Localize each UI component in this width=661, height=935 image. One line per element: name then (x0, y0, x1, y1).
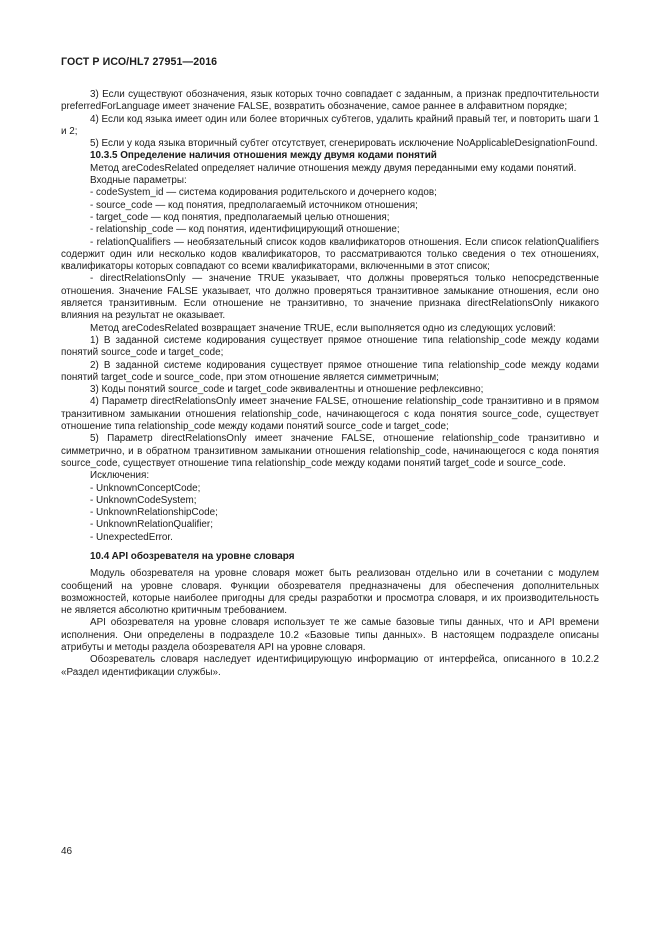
condition-item: 2) В заданной системе кодирования существует прямое отношение типа relationship_code между кодами понятий target_code и source_code, при этом отношение является симметричным; (61, 359, 599, 383)
exception-item: - UnknownRelationshipCode; (90, 507, 218, 519)
paragraph: Модуль обозревателя на уровне словаря может быть реализован отдельно или в сочетании с модулем сообщений на уровне словаря. Функции обозревателя предназначены для обеспечения дополнительных возможностей, которые наиболее пригодны для среды разработки и просмотра словаря, и их производительность не является абсолютно критичным требованием. (61, 568, 599, 617)
page-number: 46 (61, 846, 73, 857)
param-item: - codeSystem_id — система кодирования родительского и дочернего кодов; (90, 187, 437, 199)
list-item: 5) Если у кода языка вторичный субтег отсутствует, сгенерировать исключение NoApplicableDesignationFound. (90, 138, 598, 150)
exception-item: - UnknownRelationQualifier; (90, 519, 213, 531)
condition-item: 3) Коды понятий source_code и target_code эквивалентны и отношение рефлексивно; (90, 384, 484, 396)
exceptions-label: Исключения: (90, 470, 150, 482)
params-label: Входные параметры: (90, 175, 187, 187)
document-body (61, 89, 599, 679)
subsection-heading: 10.3.5 Определение наличия отношения между двумя кодами понятий (90, 150, 437, 162)
paragraph: Обозреватель словаря наследует идентифицирующую информацию от интерфейса, описанного в 10.2.2 «Раздел идентификации службы». (61, 654, 599, 678)
list-item: 4) Если код языка имеет один или более вторичных субтегов, удалить крайний правый тег, и повторить шаги 1 и 2; (61, 113, 599, 137)
document-header: ГОСТ Р ИСО/HL7 27951—2016 (61, 56, 218, 68)
param-item: - directRelationsOnly — значение TRUE указывает, что должны проверяться только непосредственные отношения. Значение FALSE указывает, что должно проверяться транзитивное замыкание отношения, если оно является транзитивным. Если отношение не транзитивно, то значение признака directRelationsOnly никакого влияния на результат не оказывает. (61, 273, 599, 322)
param-item: - relationQualifiers — необязательный список кодов квалификаторов отношения. Если список relationQualifiers содержит один или несколько кодов квалификаторов, то рассматриваются только сведения о тех отношениях, квалификаторы которых совпадают со всеми квалификаторами, включенными в этот список; (61, 236, 599, 273)
section-heading: 10.4 API обозревателя на уровне словаря (90, 550, 295, 562)
param-item: - relationship_code — код понятия, идентифицирующий отношение; (90, 224, 400, 236)
exception-item: - UnknownConceptCode; (90, 482, 201, 494)
condition-item: 4) Параметр directRelationsOnly имеет значение FALSE, отношение relationship_code транзитивно и в прямом транзитивном замыкании отношения relationship_code, начинающегося с кода понятия source_code, существует отношение типа relationship_code между кодами понятий source_code и target_code; (61, 396, 599, 433)
paragraph: Метод areCodesRelated возвращает значение TRUE, если выполняется одно из следующих условий: (90, 322, 556, 334)
param-item: - source_code — код понятия, предполагаемый источником отношения; (90, 199, 418, 211)
paragraph: API обозревателя на уровне словаря использует те же самые базовые типы данных, что и API времени исполнения. Они определены в подразделе 10.2 «Базовые типы данных». В настоящем подразделе описаны атрибуты и методы раздела обозревателя API на уровне словаря. (61, 617, 599, 654)
list-item: 3) Если существуют обозначения, язык которых точно совпадает с заданным, а признак предпочтительности preferredForLanguage имеет значение FALSE, возвратить обозначение, самое раннее в алфавитном порядке; (61, 89, 599, 113)
paragraph: Метод areCodesRelated определяет наличие отношения между двумя переданными ему кодами понятий. (90, 162, 577, 174)
condition-item: 1) В заданной системе кодирования существует прямое отношение типа relationship_code между кодами понятий source_code и target_code; (61, 334, 599, 359)
exception-item: - UnexpectedError. (90, 531, 173, 543)
param-item: - target_code — код понятия, предполагаемый целью отношения; (90, 211, 390, 223)
exception-item: - UnknownCodeSystem; (90, 494, 197, 506)
condition-item: 5) Параметр directRelationsOnly имеет значение FALSE, отношение relationship_code транзитивно и симметрично, и в обратном транзитивном замыкании отношения relationship_code, начинающегося с кода понятия source_code, существует отношение типа relationship_code между кодами понятий target_code и source_code. (61, 433, 599, 469)
